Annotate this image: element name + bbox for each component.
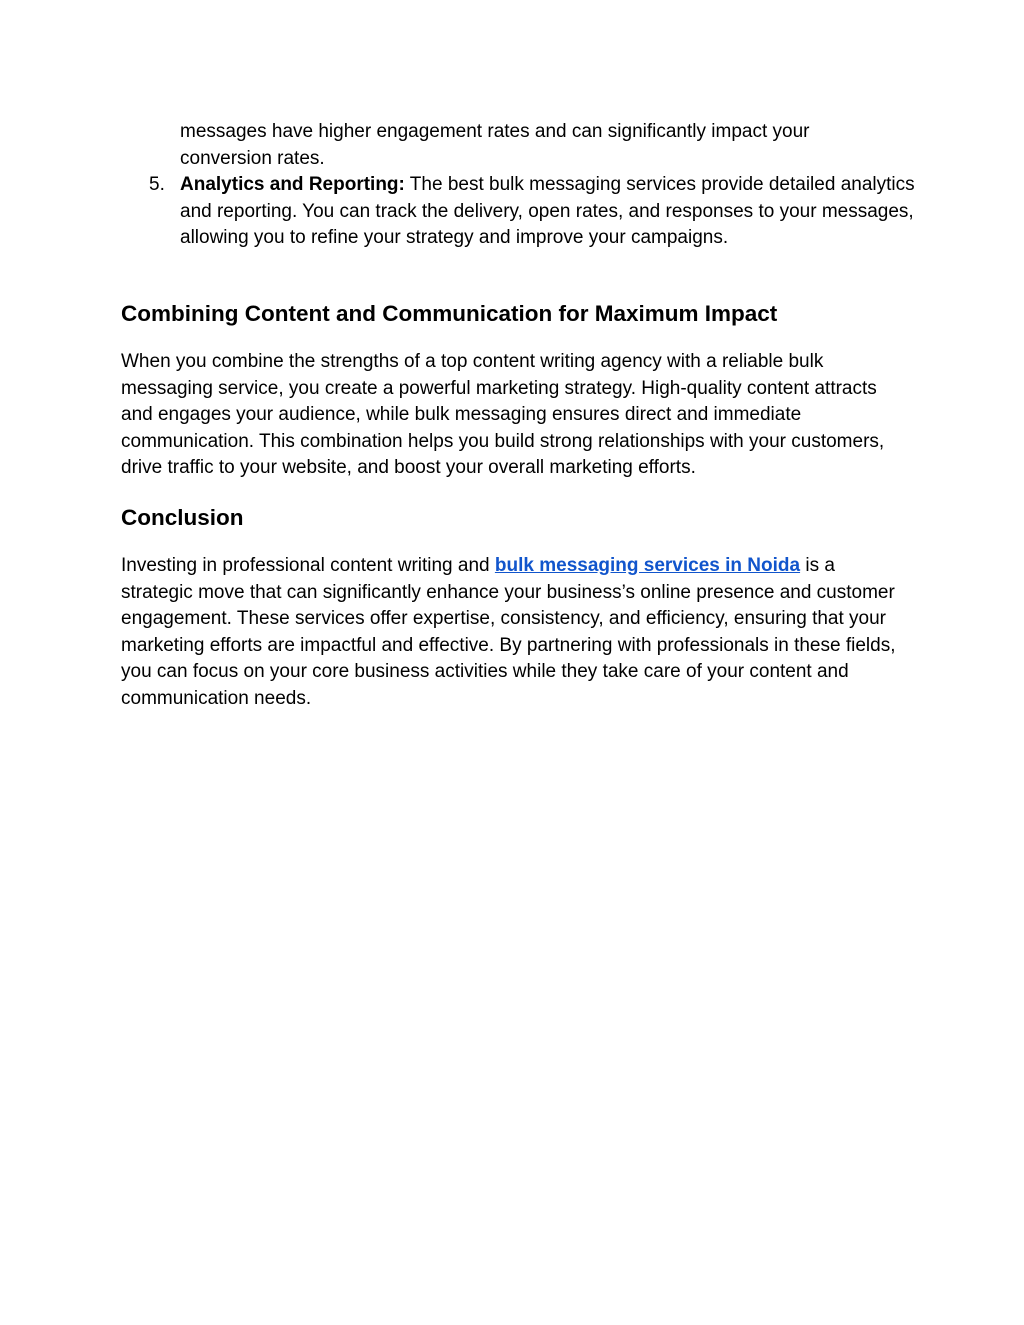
section-paragraph-conclusion (121, 553, 911, 712)
conclusion-text-before-link: Investing in professional content writing and (121, 555, 495, 576)
bulk-messaging-link[interactable]: bulk messaging services in Noida (494, 555, 801, 576)
list-item-text: The best bulk messaging services provide detailed analytics and reporting. You can track the delivery, open rates, and responses to your messages, allowing you to refine your strategy and improve your campaigns. (180, 174, 915, 249)
conclusion-text-after-link: is a strategic move that can significantly enhance your business’s online presence and customer engagement. These services offer expertise, consistency, and efficiency, ensuring that your marketing efforts are impactful and effective. By partnering with professionals in these fields, you can focus on your core business activities while they take care of your content and communication needs. (121, 555, 896, 709)
list-continuation-line-2: conversion rates. (180, 148, 325, 169)
list-continuation-line-1: messages have higher engagement rates and can significantly impact your (180, 121, 810, 142)
list-item-body (180, 172, 920, 252)
section-heading-conclusion: Conclusion (121, 505, 244, 530)
list-item-title: Analytics and Reporting: (180, 174, 405, 195)
section-heading-combining: Combining Content and Communication for Maximum Impact (121, 301, 778, 326)
section-paragraph-combining: When you combine the strengths of a top content writing agency with a reliable bulk messaging service, you create a powerful marketing strategy. High-quality content attracts and engages your audience, while bulk messaging ensures direct and immediate communication. This combination helps you build strong relationships with your customers, drive traffic to your website, and boost your overall marketing efforts. (121, 351, 885, 478)
list-item-number: 5. (149, 174, 165, 195)
